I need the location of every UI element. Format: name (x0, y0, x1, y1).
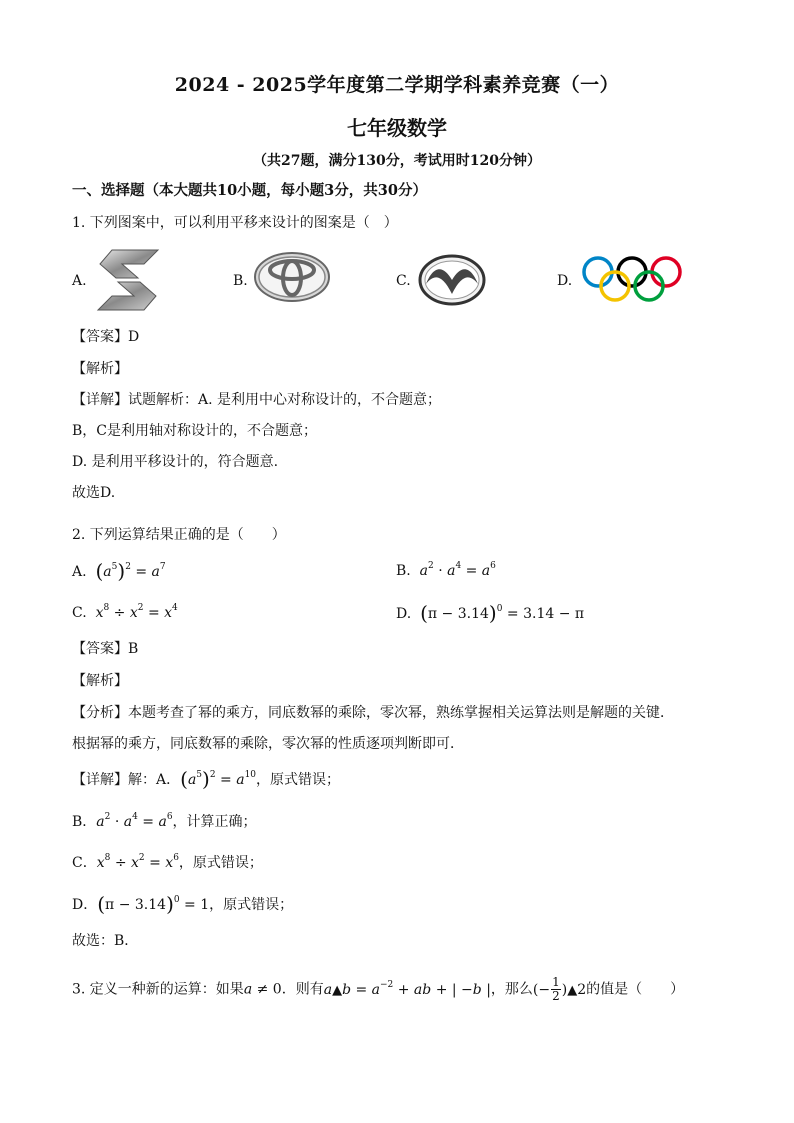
answer-tag: 【答案】 (72, 641, 128, 657)
detail-d-formula: $(\pi - 3.14)^0 = 1$ (97, 892, 210, 916)
q1-detail-2: B，C是利用轴对称设计的，不合题意； (72, 423, 317, 439)
suzuki-logo-icon (92, 246, 164, 314)
q3-stem-then: ，那么 (490, 981, 533, 998)
q1-option-a-label: A. (72, 273, 87, 289)
q1-stem: 1. 下列图案中，可以利用平移来设计的图案是（ ） (72, 215, 398, 231)
q2-option-d-label: D. (396, 606, 412, 622)
q2-option-c (72, 604, 178, 622)
section-heading: 一、选择题（本大题共10小题，每小题3分，共30分） (72, 182, 427, 199)
q2-analysis-tag: 【解析】 (72, 673, 128, 689)
mazda-logo-icon (418, 254, 486, 306)
detail-c-formula: $x^8 \div x^2 = x^6$ (96, 853, 179, 871)
q2-option-c-label: C. (72, 605, 87, 621)
q2-detail-b (72, 813, 257, 831)
q2-option-d-formula: $(\pi - 3.14)^0 = 3.14 - \pi$ (420, 601, 585, 625)
answer-value: B (128, 641, 139, 657)
detail-d-prefix: D． (72, 897, 98, 913)
q1-option-d-label: D. (557, 273, 573, 289)
detail-prefix: 解：A． (128, 772, 181, 788)
exam-title: 2024 - 2025学年度第二学期学科素养竞赛（一） (174, 74, 620, 96)
toyota-logo-icon (252, 250, 332, 304)
answer-value: D (128, 329, 140, 345)
q1-detail-3: D. 是利用平移设计的，符合题意. (72, 454, 279, 470)
q2-conclusion: 故选：B． (72, 933, 139, 949)
q1-option-b-label: B. (233, 273, 248, 289)
q2-stem: 2. 下列运算结果正确的是（ ） (72, 527, 286, 543)
detail-a-formula: $(a^5)^2 = a^{10}$ (180, 767, 257, 791)
fenxi-text: 本题考查了幂的乘方，同底数幂的乘除，零次幂，熟练掌握相关运算法则是解题的关键． (128, 705, 674, 721)
q1-detail-4: 故选D. (72, 485, 116, 501)
q1-detail-1 (72, 391, 441, 409)
q1-option-c-label: C. (396, 273, 411, 289)
q3-stem-tail: 的值是（ ） (586, 981, 685, 998)
q3-stem (72, 976, 684, 1003)
q3-definition: a▲b = $a^{-2}$ + ab + | −b | (323, 979, 491, 998)
q3-stem-prefix: 3. 定义一种新的运算：如果 (72, 981, 244, 998)
fenxi-tag: 【分析】 (72, 705, 128, 721)
detail-a-tail: ，原式错误； (256, 772, 341, 788)
q2-option-a-label: A. (72, 564, 87, 580)
q3-stem-mid: ．则有 (281, 981, 324, 998)
detail-b-formula: $a^2 \cdot a^4 = a^6$ (96, 812, 173, 830)
q2-detail-c (72, 854, 263, 872)
q2-fenxi-1 (72, 704, 674, 722)
detail-b-prefix: B． (72, 814, 97, 830)
q1-analysis-tag: 【解析】 (72, 361, 128, 377)
q2-answer (72, 640, 138, 658)
q2-detail-d (72, 892, 294, 916)
olympic-rings-icon (580, 254, 688, 304)
q2-option-a (72, 559, 166, 583)
q2-option-b (396, 562, 496, 580)
q2-option-a-formula: $(a^5)^2 = a^7$ (95, 559, 166, 583)
detail-tag: 【详解】 (72, 392, 128, 408)
detail-d-tail: ，原式错误； (209, 897, 294, 913)
detail-text: 试题解析：A. 是利用中心对称设计的，不合题意； (128, 392, 442, 408)
detail-tag: 【详解】 (72, 772, 128, 788)
q3-condition: a ≠ 0 (243, 981, 282, 998)
q1-answer (72, 328, 139, 346)
fraction-one-half: $\frac{1}{2}$ (552, 975, 560, 1003)
detail-b-tail: ，计算正确； (172, 814, 257, 830)
q2-option-b-formula: $a^2 \cdot a^4 = a^6$ (415, 561, 496, 579)
exam-info: （共27题，满分130分，考试用时120分钟） (253, 153, 541, 169)
detail-c-prefix: C． (72, 855, 97, 871)
q2-option-b-label: B. (396, 563, 411, 579)
q2-option-c-formula: $x^8 \div x^2 = x^4$ (91, 603, 178, 621)
q2-fenxi-2: 根据幂的乘方，同底数幂的乘除，零次幂的性质逐项判断即可． (72, 736, 464, 752)
answer-tag: 【答案】 (72, 329, 128, 345)
q2-detail-a (72, 767, 341, 791)
exam-subtitle: 七年级数学 (347, 116, 447, 140)
detail-c-tail: ，原式错误； (178, 855, 263, 871)
q3-expression: (− $\frac{1}{2}$ )▲2 (532, 975, 587, 1003)
q2-option-d (396, 601, 585, 625)
